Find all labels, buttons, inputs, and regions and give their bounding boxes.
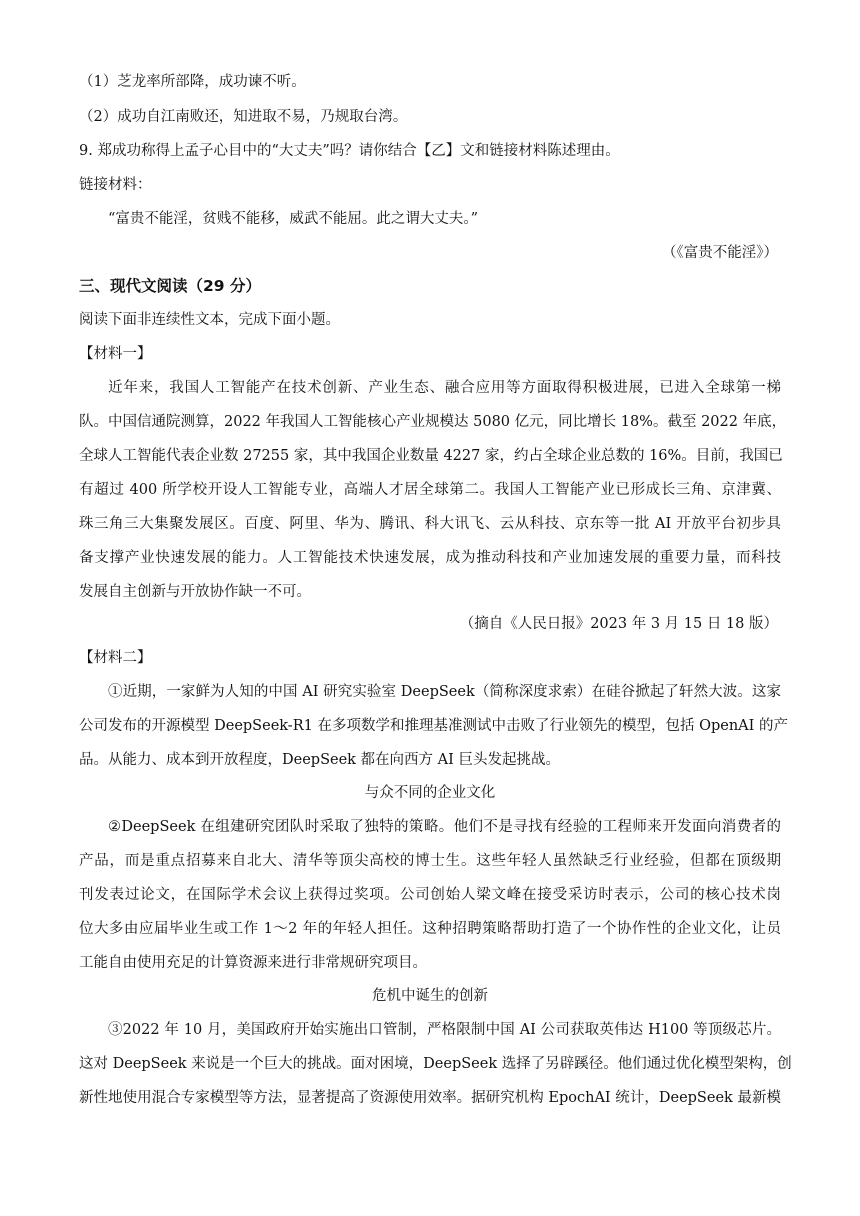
section-title: 三、现代文阅读（29 分） — [79, 277, 261, 295]
material-1-source: （摘自《人民日报》2023 年 3 月 15 日 18 版） — [459, 616, 778, 632]
material-2-line: 位大多由应届毕业生或工作 1～2 年的年轻人担任。这种招聘策略帮助打造了一个协作性的企业文化，让员 — [79, 921, 781, 937]
material-2-line: ③2022 年 10 月，美国政府开始实施出口管制，严格限制中国 AI 公司获取英伟达 H100 等顶级芯片。 — [108, 1022, 781, 1038]
link-material-quote: “富贵不能淫，贫贱不能移，威武不能屈。此之谓大丈夫。” — [108, 211, 479, 227]
material-1-line: 珠三角三大集聚发展区。百度、阿里、华为、腾讯、科大讯飞、云从科技、京东等一批 AI 开放平台初步具 — [79, 516, 781, 532]
q8-item-2: （2）成功自江南败还，知进取不易，乃规取台湾。 — [79, 109, 408, 125]
material-2-heading: 【材料二】 — [79, 650, 152, 666]
material-1-line: 队。中国信通院测算，2022 年我国人工智能核心产业规模达 5080 亿元，同比增长 18%。截至 2022 年底， — [79, 414, 787, 430]
link-material-label: 链接材料： — [79, 177, 152, 193]
material-2-line: 公司发布的开源模型 DeepSeek-R1 在多项数学和推理基准测试中击败了行业领先的模型，包括 OpenAI 的产 — [79, 718, 788, 734]
material-2-line: 产品，而是重点招募来自北大、清华等顶尖高校的博士生。这些年轻人虽然缺乏行业经验，但都在顶级期 — [79, 853, 781, 869]
material-2-line: 新性地使用混合专家模型等方法，显著提高了资源使用效率。据研究机构 EpochAI 统计，DeepSeek 最新模 — [79, 1090, 781, 1106]
material-2-line: 刊发表过论文，在国际学术会议上获得过奖项。公司创始人梁文峰在接受采访时表示，公司的核心技术岗 — [79, 887, 781, 903]
material-1-line: 全球人工智能代表企业数 27255 家，其中我国企业数量 4227 家，约占全球企业总数的 16%。目前，我国已 — [79, 448, 783, 464]
material-2-line: ①近期，一家鲜为人知的中国 AI 研究实验室 DeepSeek（简称深度求索）在硅谷掀起了轩然大波。这家 — [108, 684, 781, 700]
subheading-innovation: 危机中诞生的创新 — [372, 988, 488, 1004]
q9-question: 9. 郑成功称得上孟子心目中的“大丈夫”吗？请你结合【乙】文和链接材料陈述理由。 — [79, 143, 620, 159]
q8-item-1: （1）芝龙率所部降，成功谏不听。 — [79, 74, 306, 90]
section-instruction: 阅读下面非连续性文本，完成下面小题。 — [79, 312, 340, 328]
material-1-line: 近年来，我国人工智能产在技术创新、产业生态、融合应用等方面取得积极进展，已进入全球第一梯 — [108, 380, 781, 396]
material-2-line: 工能自由使用充足的计算资源来进行非常规研究项目。 — [79, 955, 427, 971]
material-1-line: 发展自主创新与开放协作缺一不可。 — [79, 584, 311, 600]
material-2-line: 品。从能力、成本到开放程度，DeepSeek 都在向西方 AI 巨头发起挑战。 — [79, 752, 560, 768]
quote-source: （《富贵不能淫》） — [662, 245, 778, 261]
material-2-line: 这对 DeepSeek 来说是一个巨大的挑战。面对困境，DeepSeek 选择了另辟蹊径。他们通过优化模型架构，创 — [79, 1056, 792, 1072]
material-1-heading: 【材料一】 — [79, 346, 152, 362]
material-1-line: 备支撑产业快速发展的能力。人工智能技术快速发展，成为推动科技和产业加速发展的重要力量，而科技 — [79, 550, 781, 566]
material-2-line: ②DeepSeek 在组建研究团队时采取了独特的策略。他们不是寻找有经验的工程师来开发面向消费者的 — [108, 819, 781, 835]
material-1-line: 有超过 400 所学校开设人工智能专业，高端人才居全球第二。我国人工智能产业已形成长三角、京津冀、 — [79, 482, 781, 498]
subheading-culture: 与众不同的企业文化 — [364, 785, 496, 801]
